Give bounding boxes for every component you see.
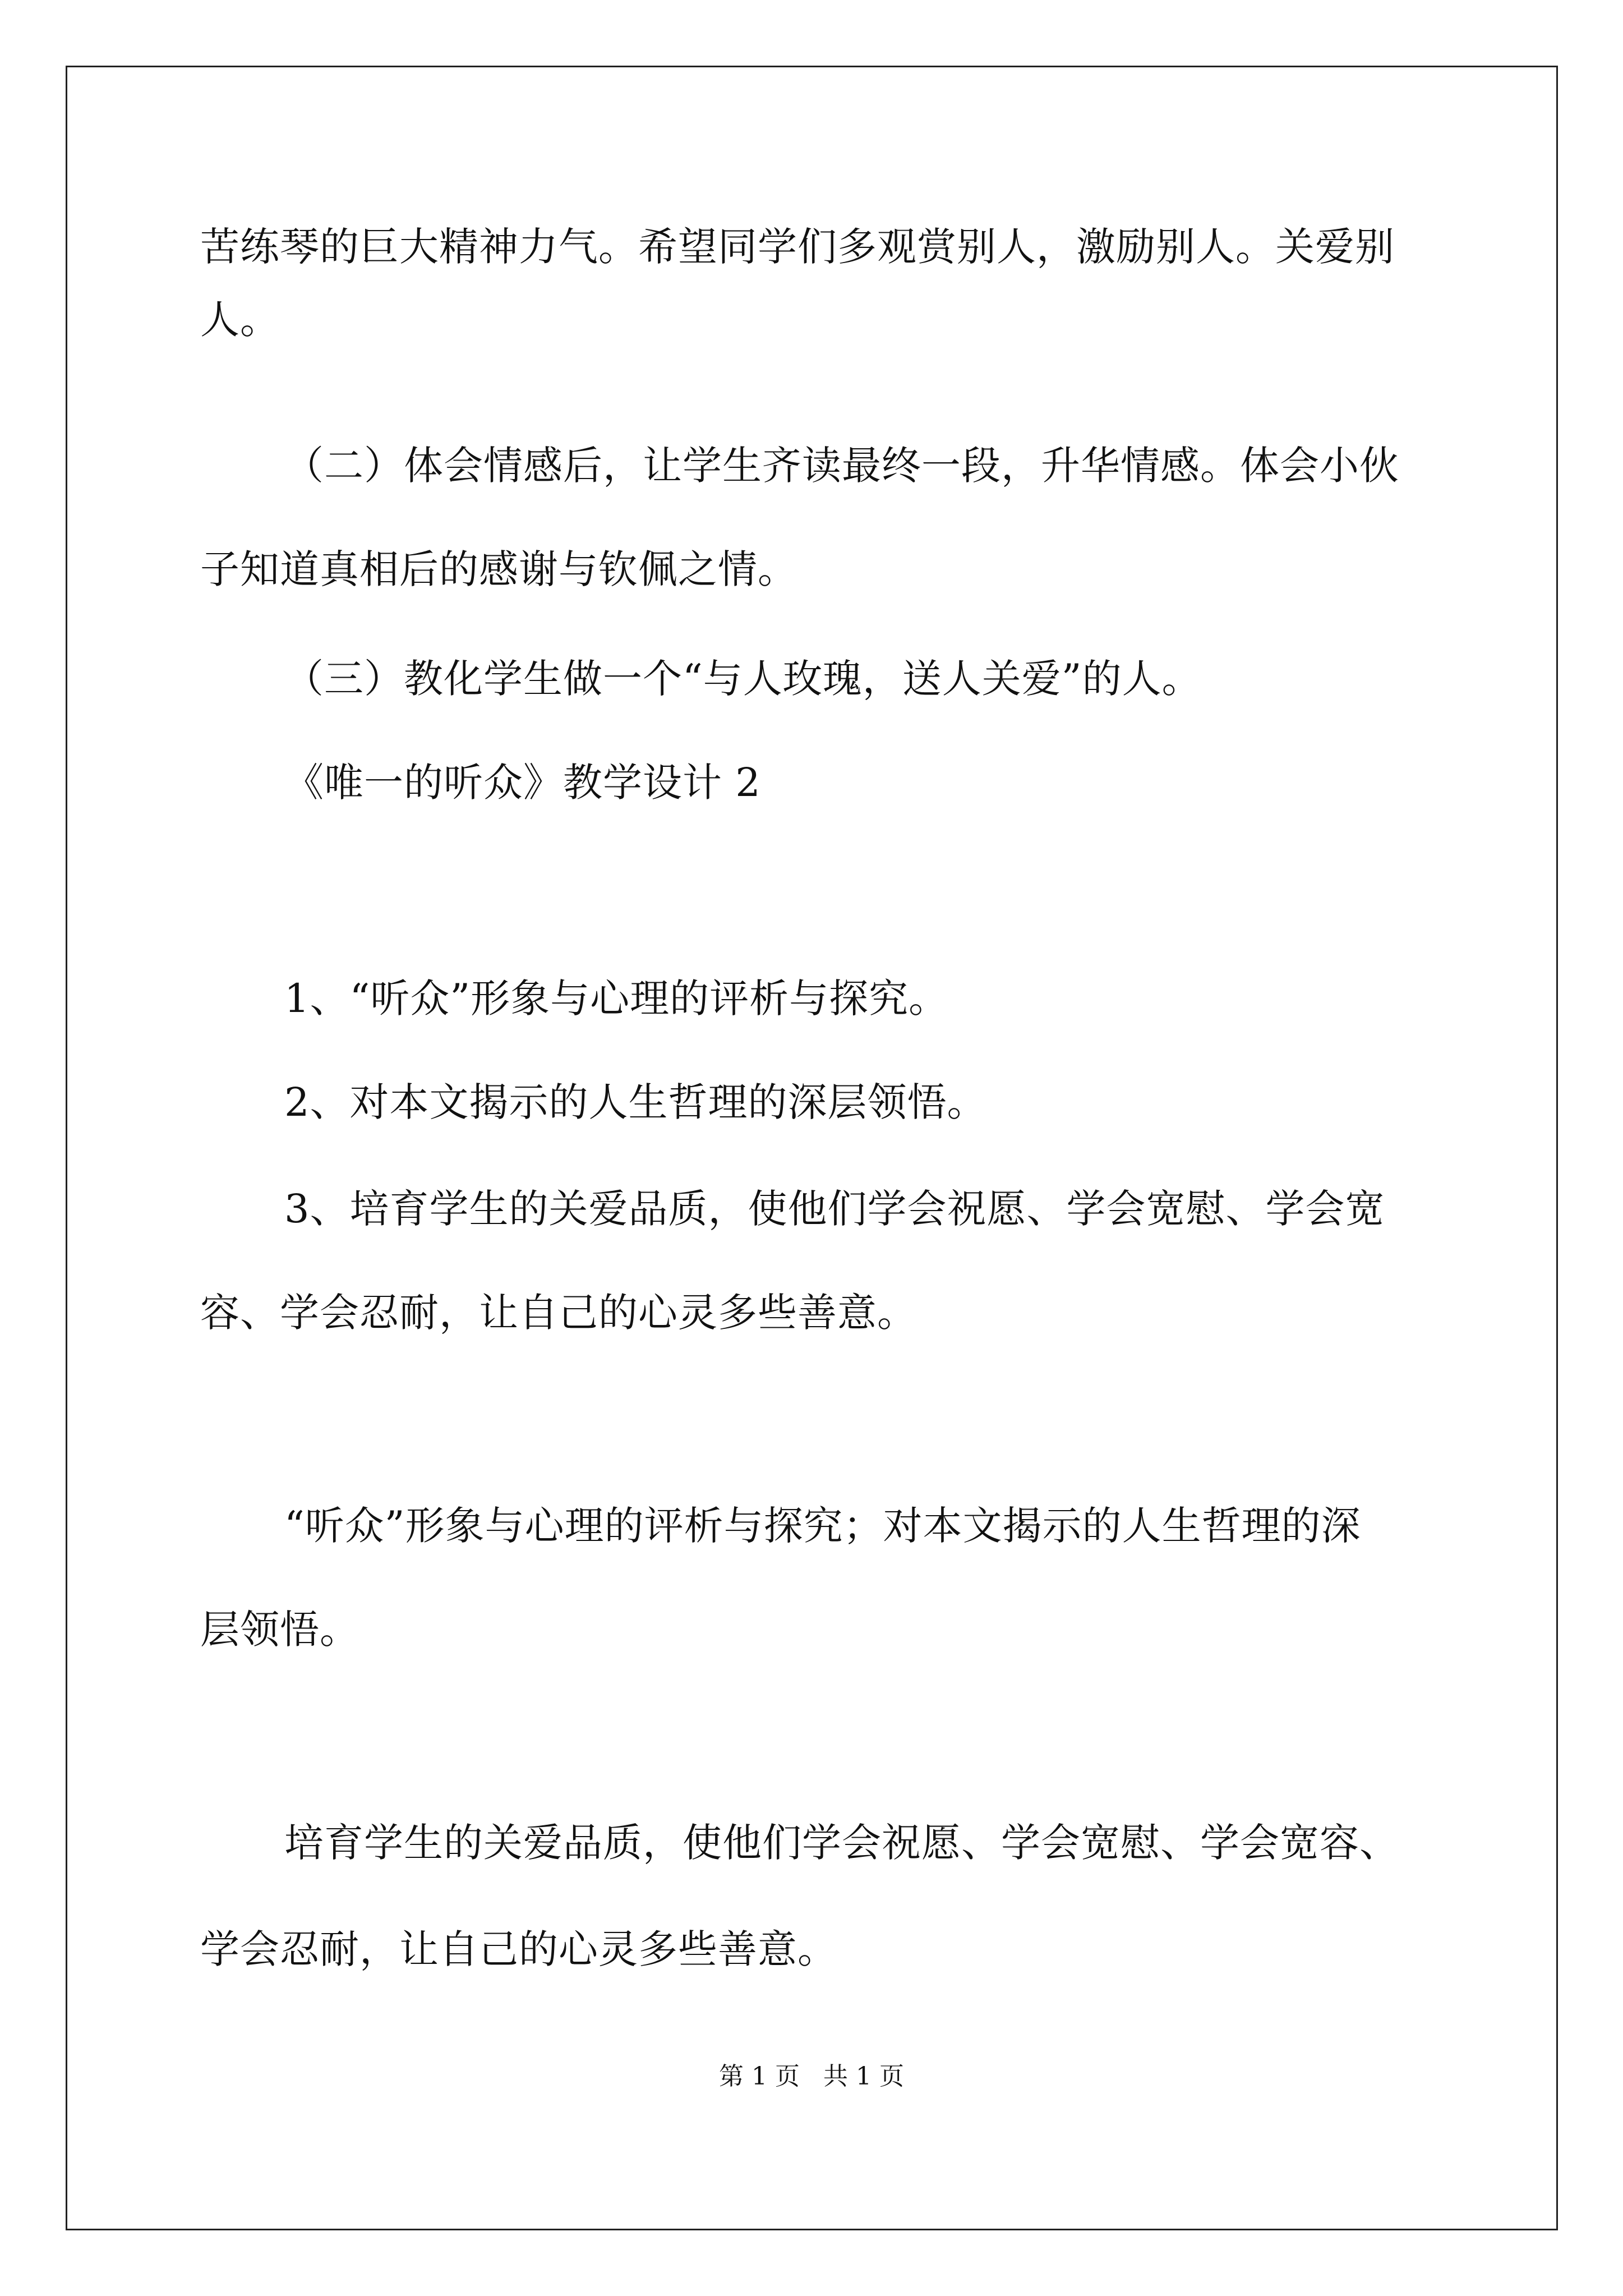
key-points-line-1: “听众”形象与心理的评析与探究；对本文揭示的人生哲理的深: [284, 1503, 1361, 1549]
list-item-2: 2、对本文揭示的人生哲理的深层领悟。: [284, 1079, 987, 1125]
key-points-line-2: 层领悟。: [200, 1607, 359, 1653]
body-line-2: 人。: [200, 297, 280, 343]
list-item-1: 1、“听众”形象与心理的评析与探究。: [284, 976, 949, 1022]
body-line-4: 子知道真相后的感谢与钦佩之情。: [200, 546, 797, 592]
body-line-3: （二）体会情感后，让学生齐读最终一段，升华情感。体会小伙: [284, 443, 1399, 489]
body-line-1: 苦练琴的巨大精神力气。希望同学们多观赏别人，激励别人。关爱别: [200, 224, 1395, 270]
difficulty-line-2: 学会忍耐，让自己的心灵多些善意。: [200, 1926, 837, 1972]
page-border: [66, 66, 1558, 2230]
page-footer: 第 1 页 共 1 页: [719, 2062, 904, 2091]
section-heading: 《唯一的听众》教学设计 2: [284, 760, 761, 806]
list-item-3-cont: 容、学会忍耐，让自己的心灵多些善意。: [200, 1290, 917, 1336]
list-item-3: 3、培育学生的关爱品质，使他们学会祝愿、学会宽慰、学会宽: [284, 1186, 1385, 1232]
body-line-5: （三）教化学生做一个“与人玫瑰，送人关爱”的人。: [284, 656, 1202, 702]
difficulty-line-1: 培育学生的关爱品质，使他们学会祝愿、学会宽慰、学会宽容、: [284, 1820, 1399, 1866]
